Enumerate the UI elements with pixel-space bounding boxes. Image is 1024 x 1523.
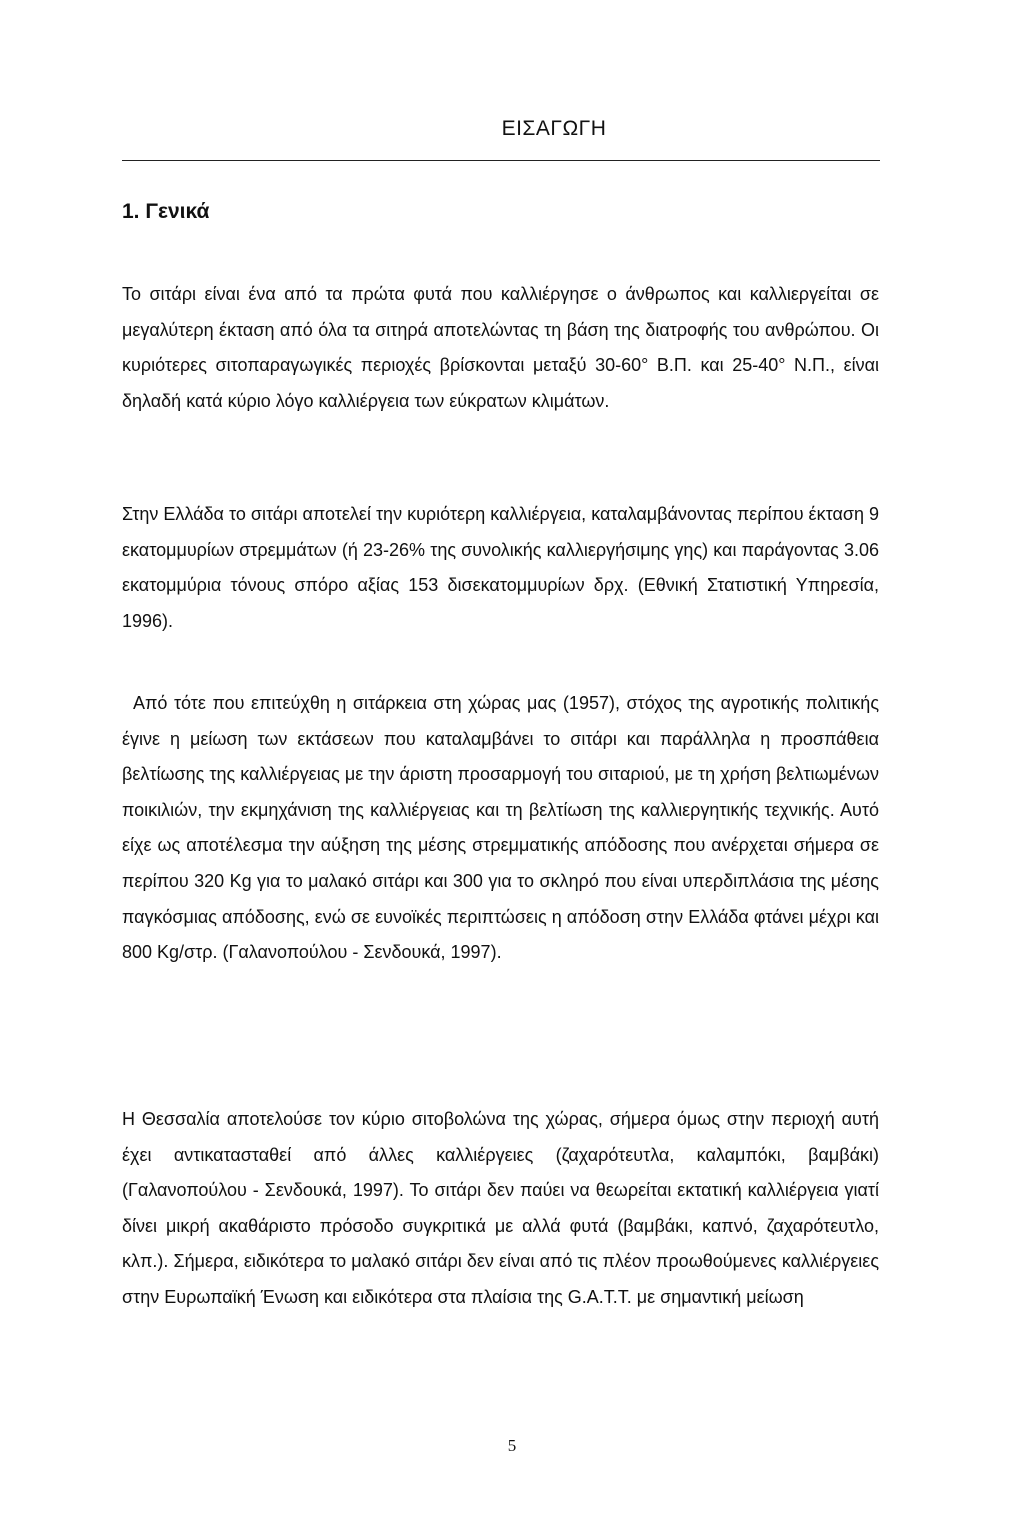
body-paragraph: Η Θεσσαλία αποτελούσε τον κύριο σιτοβολώνα της χώρας, σήμερα όμως στην περιοχή αυτή έχει αντικατασταθεί από άλλες καλλιέργειες (ζαχαρότευτλα, καλαμπόκι, βαμβάκι) (Γαλανοπούλου - Σενδουκά, 1997). Το σιτάρι δεν παύει να θεωρείται εκτατική καλλιέργεια γιατί δίνει μικρή ακαθάριστο πρόσοδο συγκριτικά με αλλά φυτά (βαμβάκι, καπνό, ζαχαρότευτλο, κλπ.). Σήμερα, ειδικότερα το μαλακό σιτάρι δεν είναι από τις πλέον προωθούμενες καλλιέργειες στην Ευρωπαϊκή Ένωση και ειδικότερα στα πλαίσια της G.A.T.T. με σημαντική μείωση xyxy=(122,1109,879,1307)
header-divider xyxy=(122,160,880,161)
section-heading: 1. Γενικά xyxy=(122,200,210,223)
body-paragraph: Στην Ελλάδα το σιτάρι αποτελεί την κυριότερη καλλιέργεια, καταλαμβάνοντας περίπου έκταση 9 εκατομμυρίων στρεμμάτων (ή 23-26% της συνολικής καλλιεργήσιμης γης) και παράγοντας 3.06 εκατομμύρια τόνους σπόρο αξίας 153 δισεκατομμυρίων δρχ. (Εθνική Στατιστική Υπηρεσία, 1996). xyxy=(122,504,879,631)
chapter-title: ΕΙΣΑΓΩΓΗ xyxy=(501,117,607,140)
body-paragraph: Το σιτάρι είναι ένα από τα πρώτα φυτά που καλλιέργησε ο άνθρωπος και καλλιεργείται σε μεγαλύτερη έκταση από όλα τα σιτηρά αποτελώντας τη βάση της διατροφής του ανθρώπου. Οι κυριότερες σιτοπαραγωγικές περιοχές βρίσκονται μεταξύ 30-60° Β.Π. και 25-40° Ν.Π., είναι δηλαδή κατά κύριο λόγο καλλιέργεια των εύκρατων κλιμάτων. xyxy=(122,284,879,411)
page-number: 5 xyxy=(507,1436,517,1455)
body-paragraph: Από τότε που επιτεύχθη η σιτάρκεια στη χώρας μας (1957), στόχος της αγροτικής πολιτικής έγινε η μείωση των εκτάσεων που καταλαμβάνει το σιτάρι και παράλληλα η προσπάθεια βελτίωσης της καλλιέργειας με την άριστη προσαρμογή του σιταριού, με τη χρήση βελτιωμένων ποικιλιών, την εκμηχάνιση της καλλιέργειας και τη βελτίωση της καλλιεργητικής τεχνικής. Αυτό είχε ως αποτέλεσμα την αύξηση της μέσης στρεμματικής απόδοσης που ανέρχεται σήμερα σε περίπου 320 Kg για το μαλακό σιτάρι και 300 για το σκληρό που είναι υπερδιπλάσια της μέσης παγκόσμιας απόδοσης, ενώ σε ευνοϊκές περιπτώσεις η απόδοση στην Ελλάδα φτάνει μέχρι και 800 Kg/στρ. (Γαλανοπούλου - Σενδουκά, 1997). xyxy=(122,693,879,963)
